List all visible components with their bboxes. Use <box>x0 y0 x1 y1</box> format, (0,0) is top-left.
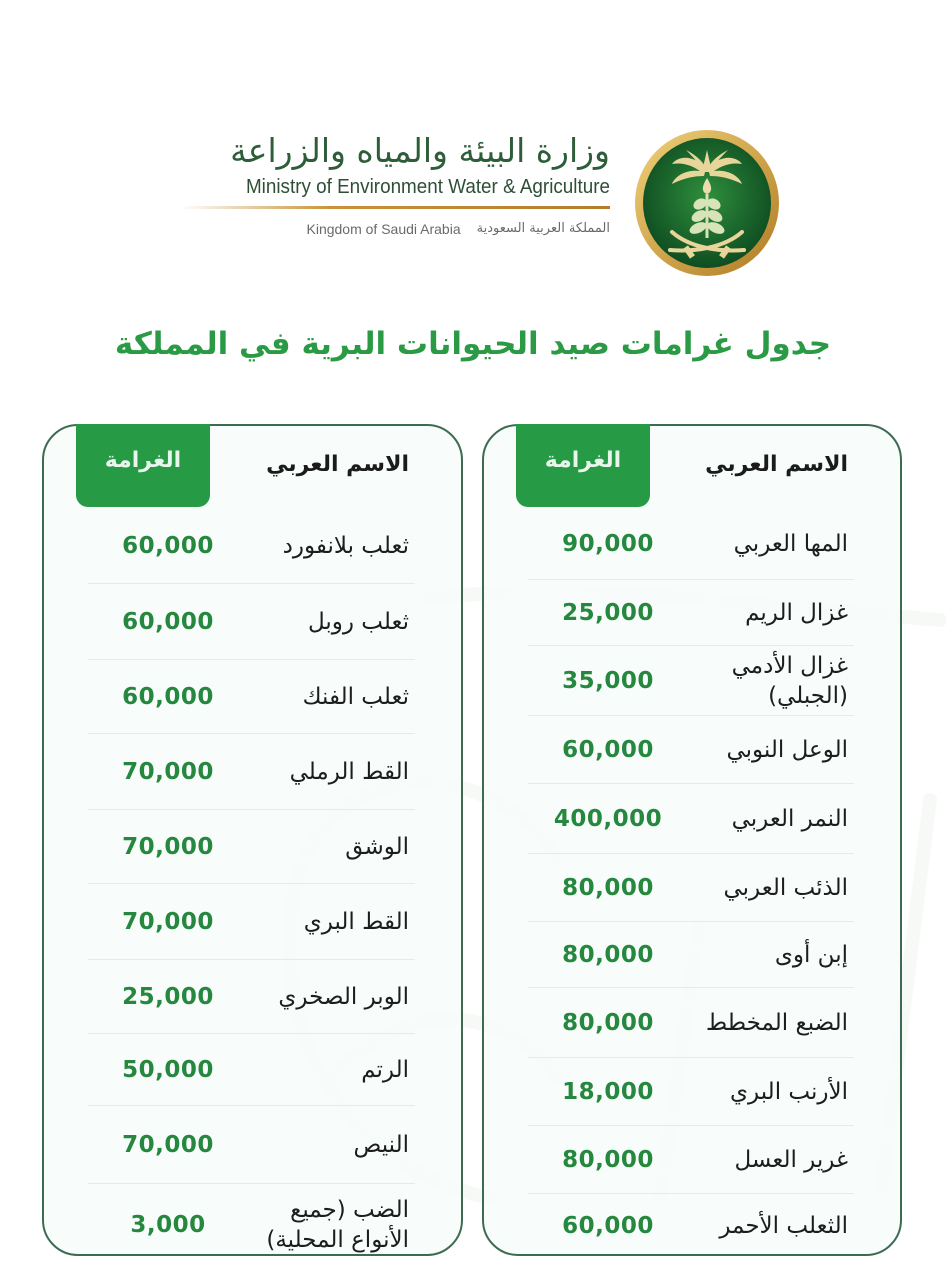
animal-name-line: الوبر الصخري <box>278 983 409 1010</box>
animal-name-line: الوشق <box>345 833 409 860</box>
animal-name-line: الأرنب البري <box>730 1078 848 1105</box>
fine-amount: 80,000 <box>562 1009 654 1036</box>
table-row <box>88 884 415 960</box>
column-header-arabic-name: الاسم العربي <box>266 452 409 477</box>
animal-name <box>248 1055 415 1085</box>
animal-name <box>688 1145 854 1175</box>
fine-amount: 90,000 <box>562 530 654 557</box>
fine-amount: 70,000 <box>122 758 214 785</box>
table-row <box>528 854 854 922</box>
fine-amount: 60,000 <box>562 736 654 763</box>
animal-name <box>688 529 854 559</box>
palm-wheat-swords-emblem-icon <box>632 128 782 278</box>
animal-name-line: النيص <box>353 1131 409 1158</box>
fine-amount: 400,000 <box>553 805 663 832</box>
column-header-fine: الغرامة <box>516 424 650 507</box>
page-title: جدول غرامات صيد الحيوانات البرية في المملكة <box>114 326 832 362</box>
animal-name-line: غرير العسل <box>734 1146 848 1173</box>
table-row <box>88 1034 415 1106</box>
fine-amount: 35,000 <box>562 667 654 694</box>
fine-amount: 70,000 <box>122 908 214 935</box>
fine-amount: 70,000 <box>122 1131 214 1158</box>
kingdom-line <box>170 221 610 237</box>
table-row <box>528 508 854 580</box>
animal-name-line: ثعلب بلانفورد <box>282 532 409 559</box>
table-body <box>484 508 900 1258</box>
table-row <box>528 716 854 784</box>
kingdom-name-arabic: المملكة العربية السعودية <box>476 221 610 236</box>
animal-name <box>688 873 854 903</box>
fine-amount: 60,000 <box>122 683 214 710</box>
ministry-name-arabic: وزارة البيئة والمياه والزراعة <box>230 131 610 170</box>
animal-name-line: ثعلب روبل <box>307 608 409 635</box>
animal-name <box>688 598 854 628</box>
fine-amount: 18,000 <box>562 1078 654 1105</box>
table-row <box>528 1194 854 1258</box>
fine-amount: 70,000 <box>122 833 214 860</box>
fine-amount: 25,000 <box>122 983 214 1010</box>
animal-name <box>248 607 415 637</box>
ministry-wordmark <box>170 128 610 237</box>
table-row <box>528 580 854 646</box>
column-header-arabic-name: الاسم العربي <box>705 452 848 477</box>
ministry-name-english: Ministry of Environment Water & Agriculture <box>245 175 611 198</box>
fine-amount: 25,000 <box>562 599 654 626</box>
animal-name-line: الثعلب الأحمر <box>719 1213 848 1239</box>
table-row <box>528 988 854 1058</box>
kingdom-name-english: Kingdom of Saudi Arabia <box>306 221 461 237</box>
table-row <box>88 960 415 1034</box>
animal-name-line: الرتم <box>361 1056 409 1083</box>
fine-amount: 50,000 <box>122 1056 214 1083</box>
animal-name <box>688 1008 854 1038</box>
fines-table-left <box>42 424 463 1256</box>
fine-amount: 60,000 <box>122 532 214 559</box>
animal-name-line: غزال الريم <box>745 599 848 626</box>
animal-name <box>248 982 415 1012</box>
animal-name <box>248 682 415 712</box>
animal-name <box>248 832 415 862</box>
fine-amount: 80,000 <box>562 941 654 968</box>
fines-table-right <box>482 424 902 1256</box>
animal-name-line: الضب (جميع <box>290 1197 409 1223</box>
table-row <box>88 660 415 734</box>
table-header <box>44 426 461 508</box>
table-row <box>88 810 415 884</box>
animal-name <box>248 907 415 937</box>
table-row <box>88 508 415 584</box>
table-header <box>484 426 900 508</box>
animal-name-line: إبن أوى <box>774 941 848 968</box>
gold-divider <box>180 206 610 209</box>
animal-name <box>248 1130 415 1160</box>
fine-amount: 80,000 <box>562 874 654 901</box>
animal-name-line: الوعل النوبي <box>726 736 848 763</box>
animal-name-line: القط الرملي <box>289 758 409 785</box>
animal-name <box>688 1077 854 1107</box>
table-row <box>528 922 854 988</box>
animal-name <box>688 1211 854 1241</box>
table-row <box>528 646 854 716</box>
animal-name-line: المها العربي <box>733 530 848 557</box>
table-row <box>528 1126 854 1194</box>
fine-amount: 3,000 <box>130 1212 206 1238</box>
animal-name <box>688 804 854 834</box>
animal-name <box>688 940 854 970</box>
animal-name <box>248 1195 415 1255</box>
animal-name-line: الأنواع المحلية) <box>266 1227 409 1253</box>
animal-name <box>248 757 415 787</box>
table-row <box>528 1058 854 1126</box>
animal-name <box>688 735 854 765</box>
fine-amount: 80,000 <box>562 1146 654 1173</box>
table-body <box>44 508 461 1266</box>
table-row <box>88 734 415 810</box>
table-row <box>88 1184 415 1266</box>
table-row <box>528 784 854 854</box>
animal-name-line: القط البري <box>303 908 409 935</box>
animal-name-line: غزال الأدمي <box>731 652 848 679</box>
fine-amount: 60,000 <box>122 608 214 635</box>
animal-name-line: الضبع المخطط <box>705 1009 848 1036</box>
animal-name <box>248 531 415 561</box>
animal-name-line: (الجبلي) <box>768 682 848 709</box>
animal-name <box>688 651 854 711</box>
column-header-fine: الغرامة <box>76 424 210 507</box>
table-row <box>88 1106 415 1184</box>
table-row <box>88 584 415 660</box>
animal-name-line: النمر العربي <box>731 805 848 832</box>
fine-amount: 60,000 <box>562 1213 654 1239</box>
ministry-branding <box>160 128 790 278</box>
animal-name-line: ثعلب الفنك <box>302 683 409 710</box>
animal-name-line: الذئب العربي <box>723 874 848 901</box>
